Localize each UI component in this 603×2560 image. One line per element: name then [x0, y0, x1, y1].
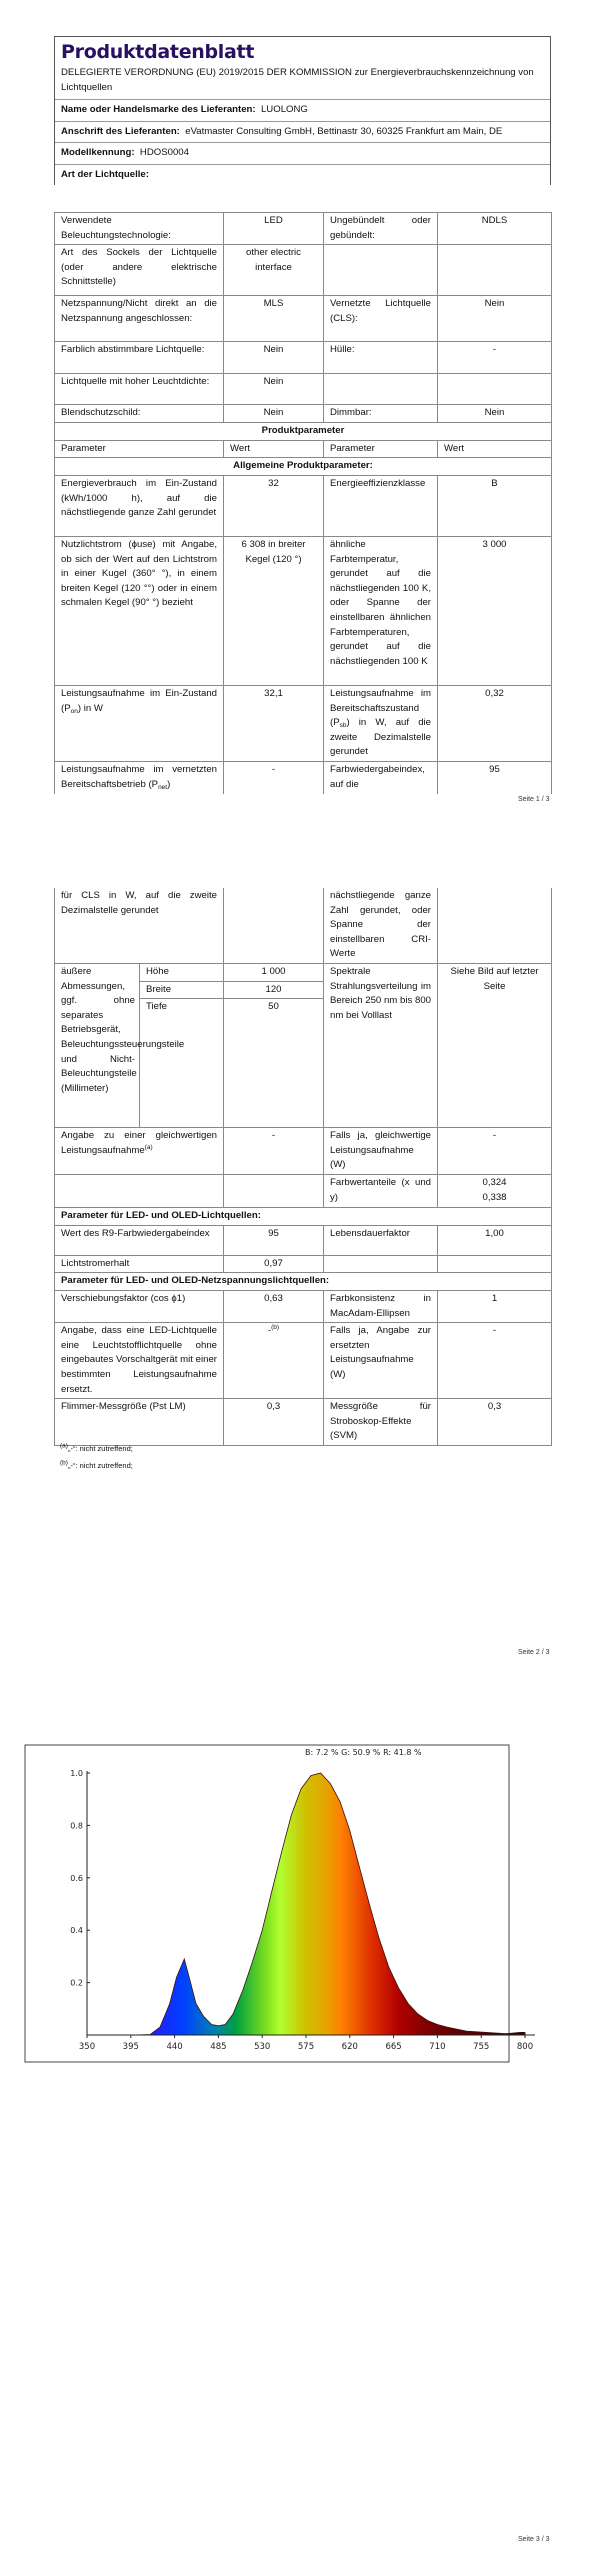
table-row	[55, 296, 552, 342]
dimension-name: Höhe	[140, 963, 224, 981]
section-heading-row	[55, 423, 552, 441]
dimension-name: Breite	[140, 981, 224, 999]
label-text: Angabe zu einer gleichwertigen Leistungsaufnahme	[61, 1130, 217, 1156]
param-value: 0,3	[224, 1399, 324, 1446]
param-label: Ungebündelt oder gebündelt:	[324, 213, 438, 245]
footnote	[60, 1461, 133, 1470]
product-params-heading: Produktparameter	[55, 423, 552, 441]
param-label	[324, 761, 438, 794]
x-tick-label: 665	[385, 2042, 402, 2052]
y-tick-label: 1.0	[70, 1769, 83, 1778]
param-value: other electric interface	[224, 245, 324, 296]
table-row	[55, 1225, 552, 1255]
table-row	[55, 245, 552, 296]
param-value: Nein	[438, 296, 552, 342]
param-label: Verwendete Beleuchtungstechnologie:	[55, 213, 224, 245]
param-value: Nein	[438, 405, 552, 423]
param-label	[55, 761, 224, 794]
param-label: nächstliegende ganze Zahl gerundet, oder Spanne der einstellbaren CRI-Werte	[324, 888, 438, 963]
param-label: Nutzlichtstrom (ϕuse) mit Angabe, ob sich der Wert auf den Lichtstrom in einer Kugel (360° °), in einem breiten Kegel (120 °°) oder in einem schmalen Kegel (90° °) bezieht	[55, 536, 224, 685]
param-value: 0,32	[438, 685, 552, 761]
empty-cell	[224, 1175, 324, 1208]
column-header: Parameter	[55, 440, 224, 458]
param-label: Art des Sockels der Lichtquelle (oder andere elektrische Schnittstelle)	[55, 245, 224, 296]
label-subscript: net	[158, 783, 168, 791]
spectrum-chart	[0, 1740, 603, 2080]
page-2-table	[54, 888, 552, 1446]
chromaticity-x: 0,324	[482, 1177, 507, 1189]
supplier-name-label: Name oder Handelsmarke des Lieferanten:	[61, 104, 256, 115]
param-value: B	[438, 475, 552, 536]
param-label: Farbwertanteile (x und y)	[324, 1175, 438, 1208]
table-row	[55, 213, 552, 245]
footnote-text: „-“: nicht zutreffend;	[67, 1461, 133, 1470]
table-row	[55, 475, 552, 536]
param-label: Messgröße für Stroboskop-Effekte (SVM)	[324, 1399, 438, 1446]
column-header-row	[55, 440, 552, 458]
param-value: Nein	[224, 342, 324, 374]
page-title: Produktdatenblatt	[61, 41, 255, 63]
footnote-ref: (a)	[144, 1143, 153, 1151]
param-value: NDLS	[438, 213, 552, 245]
param-value	[438, 1175, 552, 1208]
param-label: Blendschutzschild:	[55, 405, 224, 423]
dimensions-label: äußere Abmessungen, ggf. ohne separates Betriebsgerät, Beleuchtungssteuerungsteile und Nicht-Beleuchtungsteile (Millimeter)	[55, 963, 140, 1127]
column-header: Wert	[224, 440, 324, 458]
param-value: 6 308 in breiter Kegel (120 °)	[224, 536, 324, 685]
x-tick-label: 440	[166, 2042, 183, 2052]
rgb-share-annotation: B: 7.2 % G: 50.9 % R: 41.8 %	[305, 1748, 422, 1757]
param-value: Nein	[224, 374, 324, 405]
param-label: Spektrale Strahlungsverteilung im Bereich 250 nm bis 800 nm bei Volllast	[324, 963, 438, 1127]
param-label: Verschiebungsfaktor (cos ϕ1)	[55, 1290, 224, 1322]
address-label: Anschrift des Lieferanten:	[61, 125, 180, 137]
dimension-value: 50	[224, 999, 324, 1128]
page-number: Seite 1 / 3	[518, 796, 550, 803]
param-label: ähnliche Farbtemperatur, gerundet auf die nächstliegenden 100 K, oder Spanne der einstellbaren ähnlichen Farbtemperaturen, gerundet auf die nächstliegenden 100 K	[324, 536, 438, 685]
dimension-name: Tiefe	[140, 999, 224, 1128]
param-value	[224, 1323, 324, 1399]
param-label	[324, 685, 438, 761]
param-label: Lichtquelle mit hoher Leuchtdichte:	[55, 374, 224, 405]
table-row	[55, 761, 552, 794]
param-value: 0,63	[224, 1290, 324, 1322]
table-row	[55, 374, 552, 405]
page-1-table	[54, 212, 552, 794]
param-value: 0,97	[224, 1255, 324, 1273]
x-tick-label: 530	[254, 2042, 271, 2052]
footnote-text: „-“: nicht zutreffend;	[67, 1444, 133, 1453]
chromaticity-y: 0,338	[482, 1191, 507, 1203]
param-label	[55, 1128, 224, 1175]
table-row	[55, 405, 552, 423]
label-subscript: sb	[339, 722, 347, 730]
table-row	[55, 536, 552, 685]
param-label: Wert des R9-Farbwiedergabeindex	[55, 1225, 224, 1255]
y-tick-label: 0.6	[70, 1873, 83, 1883]
footnote-mark: (b)	[60, 1459, 68, 1467]
dimension-value: 120	[224, 981, 324, 999]
param-label: für CLS in W, auf die zweite Dezimalstelle gerundet	[55, 888, 224, 963]
table-row	[55, 1128, 552, 1175]
param-value: -	[224, 1128, 324, 1175]
x-tick-label: 620	[341, 2042, 358, 2052]
param-label: Falls ja, gleichwertige Leistungsaufnahme (W)	[324, 1128, 438, 1175]
y-tick-label: 0.8	[70, 1821, 83, 1831]
column-header: Wert	[438, 440, 552, 458]
label-text: Leistungsaufnahme im Bereitschaftszustand (P	[330, 687, 431, 729]
x-tick-label: 575	[297, 2042, 315, 2052]
dimension-value: 1 000	[224, 963, 324, 981]
param-value: Siehe Bild auf letzter Seite	[438, 963, 552, 1127]
param-label: Lichtstromerhalt	[55, 1255, 224, 1273]
x-tick-label: 350	[78, 2042, 96, 2052]
x-tick-label: 485	[210, 2042, 227, 2052]
param-value: LED	[224, 213, 324, 245]
label-text: )	[167, 778, 171, 790]
param-label: Netzspannung/Nicht direkt an die Netzspannung angeschlossen:	[55, 296, 224, 342]
param-label: Energieeffizienzklasse	[324, 475, 438, 536]
footnote-mark: (a)	[60, 1442, 68, 1450]
model: HDOS0004	[139, 147, 189, 158]
table-row	[55, 1175, 552, 1208]
param-value: 32,1	[224, 685, 324, 761]
model-row	[55, 143, 550, 165]
table-row	[55, 1255, 552, 1273]
param-value: MLS	[224, 296, 324, 342]
x-tick-label: 800	[516, 2042, 534, 2052]
param-label: Lebensdauerfaktor	[324, 1225, 438, 1255]
param-value: -	[438, 1128, 552, 1175]
param-label: Energieverbrauch im Ein-Zustand (kWh/1000 h), auf die nächstliegende ganze Zahl gerundet	[55, 475, 224, 536]
param-value: 1	[438, 1290, 552, 1322]
table-row	[55, 963, 552, 981]
param-label: Dimmbar:	[324, 405, 438, 423]
address-row	[55, 122, 550, 144]
value-text: -	[267, 1325, 272, 1337]
empty-cell	[324, 374, 438, 405]
empty-cell	[438, 888, 552, 963]
page-number: Seite 3 / 3	[518, 2536, 550, 2543]
table-row	[55, 1290, 552, 1322]
param-label	[55, 685, 224, 761]
table-row	[55, 1323, 552, 1399]
x-tick-label: 395	[122, 2042, 139, 2052]
table-row	[55, 888, 552, 963]
model-label: Modellkennung:	[61, 147, 135, 158]
param-label: Flimmer-Messgröße (Pst LM)	[55, 1399, 224, 1446]
label-subscript: on	[70, 707, 78, 715]
param-value: -	[224, 761, 324, 794]
param-label: Angabe, dass eine LED-Lichtquelle eine Leuchtstofflichtquelle ohne eingebautes Vorschaltgerät mit einer bestimmten Leistungsaufnahme ersetzt.	[55, 1323, 224, 1399]
x-tick-label: 755	[473, 2042, 490, 2052]
empty-cell	[324, 1255, 438, 1273]
supplier-name-row	[55, 100, 550, 122]
mains-params-heading: Parameter für LED- und OLED-Netzspannungslichtquellen:	[55, 1273, 552, 1291]
footnote-ref: (b)	[271, 1323, 280, 1331]
address: eVatmaster Consulting GmbH, Bettinastr 30, 60325 Frankfurt am Main, DE	[185, 125, 503, 137]
param-value: 1,00	[438, 1225, 552, 1255]
param-value: 95	[438, 761, 552, 794]
led-params-heading: Parameter für LED- und OLED-Lichtquellen:	[55, 1208, 552, 1226]
page-number: Seite 2 / 3	[518, 1649, 550, 1656]
param-value: -	[438, 342, 552, 374]
section-heading-row	[55, 1273, 552, 1291]
param-value: -	[438, 1323, 552, 1399]
column-header: Parameter	[324, 440, 438, 458]
param-label: Vernetzte Lichtquelle (CLS):	[324, 296, 438, 342]
y-tick-label: 0.2	[70, 1978, 83, 1988]
table-row	[55, 1399, 552, 1446]
param-label: Farblich abstimmbare Lichtquelle:	[55, 342, 224, 374]
param-value: 95	[224, 1225, 324, 1255]
param-label: Falls ja, Angabe zur ersetzten Leistungsaufnahme (W)	[324, 1323, 438, 1399]
empty-cell	[438, 1255, 552, 1273]
label-text: Farbwiedergabeindex, auf die	[330, 763, 425, 790]
x-tick-label: 710	[429, 2042, 446, 2052]
section-heading-row	[55, 458, 552, 476]
label-text: ) in W	[77, 702, 103, 714]
empty-cell	[438, 245, 552, 296]
supplier-name: LUOLONG	[260, 104, 308, 115]
table-row	[55, 342, 552, 374]
light-source-type-heading: Art der Lichtquelle:	[61, 168, 149, 180]
param-label: Hülle:	[324, 342, 438, 374]
page-1-header	[54, 36, 551, 185]
empty-cell	[224, 888, 324, 963]
table-row	[55, 685, 552, 761]
label-text: Leistungsaufnahme im Ein-Zustand (P	[61, 687, 217, 714]
empty-cell	[55, 1175, 224, 1208]
label-text: Leistungsaufnahme im vernetzten Bereitschaftsbetrieb (P	[61, 763, 217, 790]
param-label: Farbkonsistenz in MacAdam-Ellipsen	[324, 1290, 438, 1322]
empty-cell	[324, 245, 438, 296]
param-value: Nein	[224, 405, 324, 423]
param-value: 3 000	[438, 536, 552, 685]
regulation-text: DELEGIERTE VERORDNUNG (EU) 2019/2015 DER KOMMISSION zur Energieverbrauchskennzeichnung von Lichtquellen	[55, 63, 550, 100]
general-params-heading: Allgemeine Produktparameter:	[55, 458, 552, 476]
y-tick-label: 0.4	[70, 1926, 83, 1936]
param-value: 0,3	[438, 1399, 552, 1446]
empty-cell	[438, 374, 552, 405]
footnote	[60, 1444, 133, 1453]
label-text: ) in W, auf die zweite Dezimalstelle gerundet	[330, 717, 431, 758]
section-heading-row	[55, 1208, 552, 1226]
param-value: 32	[224, 475, 324, 536]
